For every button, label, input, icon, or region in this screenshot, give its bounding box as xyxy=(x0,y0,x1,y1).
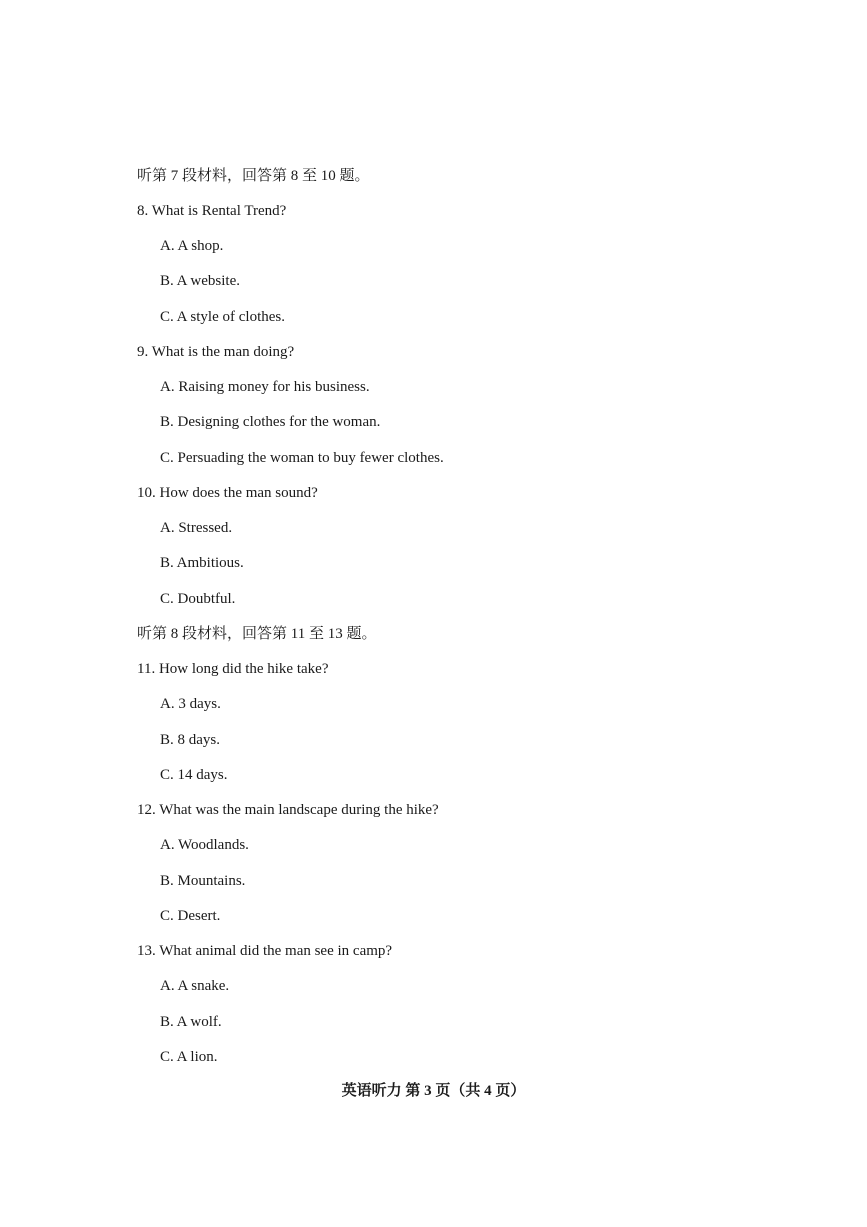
page-footer: 英语听力 第 3 页（共 4 页） xyxy=(341,1083,526,1099)
question-prompt: 13. What animal did the man see in camp? xyxy=(137,943,393,959)
section-heading: 听第 7 段材料，回答第 8 至 10 题。 xyxy=(137,168,370,184)
answer-option: B. Designing clothes for the woman. xyxy=(160,414,381,430)
answer-option: B. A website. xyxy=(160,273,241,289)
answer-option: B. Mountains. xyxy=(160,873,246,889)
answer-option: B. A wolf. xyxy=(160,1014,222,1030)
question-prompt: 12. What was the main landscape during the hike? xyxy=(137,802,439,818)
answer-option: C. A style of clothes. xyxy=(160,309,285,325)
answer-option: C. Desert. xyxy=(160,908,221,924)
answer-option: A. A snake. xyxy=(160,978,230,994)
answer-option: C. Doubtful. xyxy=(160,591,236,607)
question-prompt: 9. What is the man doing? xyxy=(137,344,295,360)
answer-option: A. A shop. xyxy=(160,238,224,254)
answer-option: C. 14 days. xyxy=(160,767,228,783)
answer-option: C. Persuading the woman to buy fewer clothes. xyxy=(160,450,444,466)
answer-option: A. 3 days. xyxy=(160,696,221,712)
answer-option: B. Ambitious. xyxy=(160,555,244,571)
answer-option: B. 8 days. xyxy=(160,732,220,748)
question-prompt: 11. How long did the hike take? xyxy=(137,661,329,677)
answer-option: A. Stressed. xyxy=(160,520,233,536)
question-prompt: 8. What is Rental Trend? xyxy=(137,203,287,219)
answer-option: A. Woodlands. xyxy=(160,837,249,853)
answer-option: C. A lion. xyxy=(160,1049,218,1065)
section-heading: 听第 8 段材料，回答第 11 至 13 题。 xyxy=(137,626,377,642)
answer-option: A. Raising money for his business. xyxy=(160,379,370,395)
question-prompt: 10. How does the man sound? xyxy=(137,485,318,501)
